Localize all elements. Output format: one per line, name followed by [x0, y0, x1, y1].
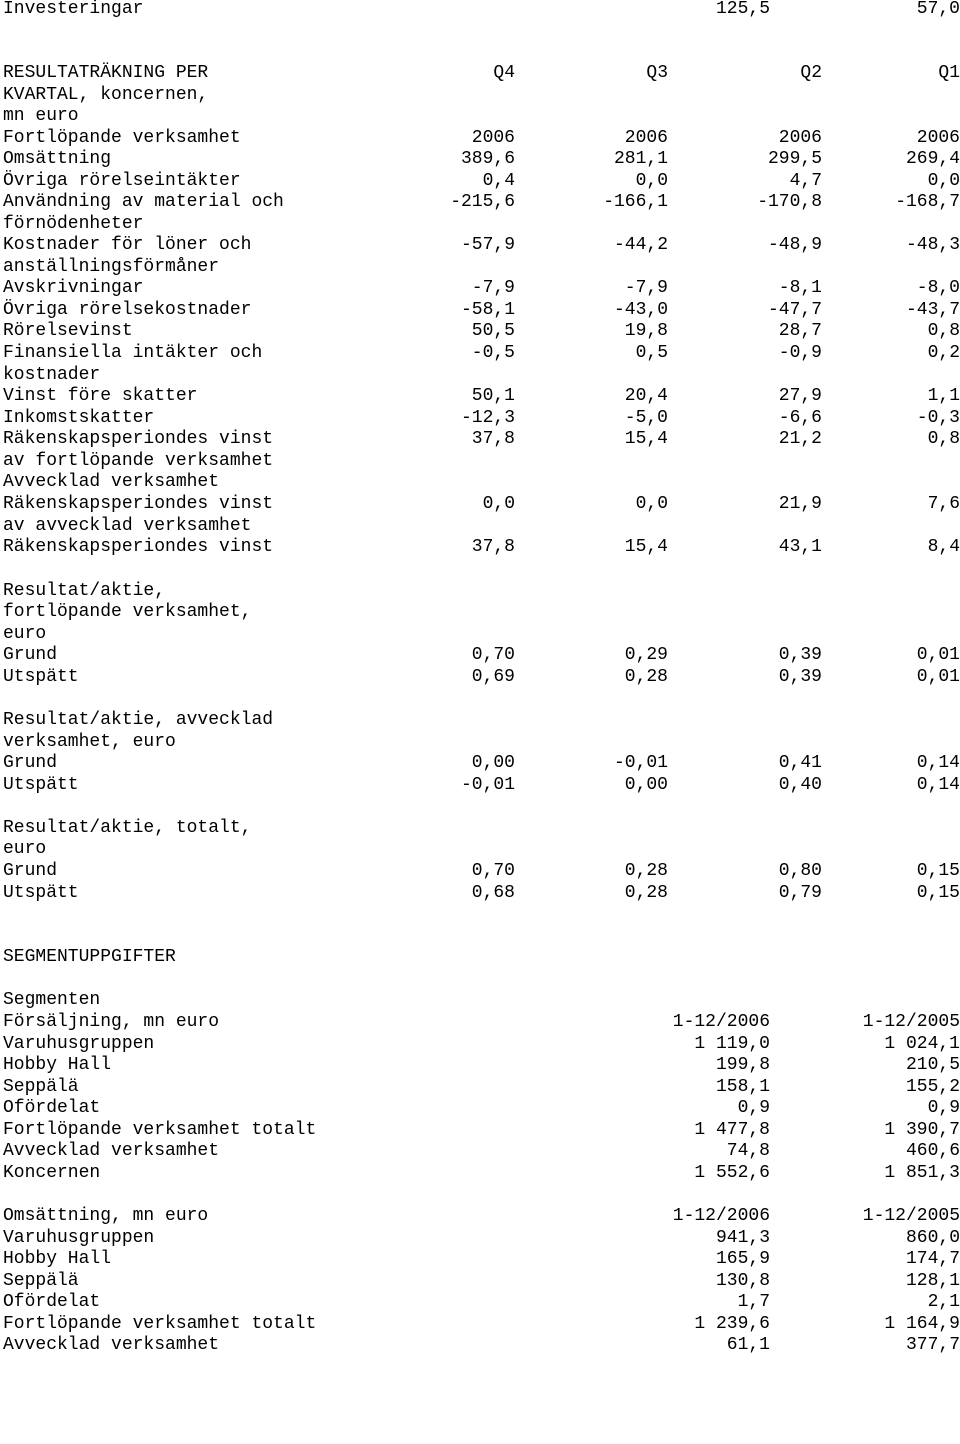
row-label: Varuhusgruppen	[3, 1034, 155, 1054]
eps-title-row	[0, 709, 960, 731]
eps-row	[0, 860, 960, 882]
cell-q2: 21,2	[778, 429, 822, 449]
eps-title: Resultat/aktie, totalt,	[3, 818, 252, 838]
segment-row	[0, 1313, 960, 1335]
row-label: Hobby Hall	[3, 1249, 112, 1269]
income-row-continuation	[0, 450, 960, 472]
segment-row	[0, 1140, 960, 1162]
segment-row	[0, 1248, 960, 1270]
cell-q4: 0,70	[471, 861, 515, 881]
row-label: Grund	[3, 645, 58, 665]
row-label: Seppälä	[3, 1271, 79, 1291]
cell-q3: 281,1	[613, 149, 668, 169]
segment-row	[0, 1076, 960, 1098]
row-label: Finansiella intäkter och	[3, 343, 263, 363]
row-label: Seppälä	[3, 1077, 79, 1097]
segment-table-header	[0, 1205, 960, 1227]
segment-row	[0, 1334, 960, 1356]
cell-q1: -8,0	[916, 278, 960, 298]
segment-table-header	[0, 1011, 960, 1033]
cell-2005: 2,1	[927, 1292, 960, 1312]
cell-2005: 1 024,1	[884, 1034, 960, 1054]
cell-2006: 1 239,6	[694, 1314, 770, 1334]
cell-q2: 0,40	[778, 775, 822, 795]
income-title: mn euro	[3, 106, 79, 126]
cell-q1: 0,14	[916, 753, 960, 773]
eps-title: fortlöpande verksamhet,	[3, 602, 252, 622]
cell-q3: 0,29	[624, 645, 668, 665]
income-row	[0, 234, 960, 256]
cell-q4: -215,6	[450, 192, 515, 212]
row-label: kostnader	[3, 365, 101, 385]
income-row	[0, 170, 960, 192]
row-label: anställningsförmåner	[3, 257, 220, 277]
row-label: Vinst före skatter	[3, 386, 198, 406]
row-label: Inkomstskatter	[3, 408, 155, 428]
segments-subheading-row	[0, 989, 960, 1011]
cell-2006: 130,8	[715, 1271, 770, 1291]
cell-2005: 1 164,9	[884, 1314, 960, 1334]
cell-q4: -7,9	[471, 278, 515, 298]
segment-row	[0, 1097, 960, 1119]
cell-q3: 19,8	[624, 321, 668, 341]
income-row	[0, 493, 960, 515]
row-label: Rörelsevinst	[3, 321, 133, 341]
cell-2006: 158,1	[715, 1077, 770, 1097]
column-header: 1-12/2005	[862, 1012, 960, 1032]
cell-q2: 27,9	[778, 386, 822, 406]
cell-q3: -43,0	[613, 300, 668, 320]
row-label: Avskrivningar	[3, 278, 144, 298]
cell-q4: 50,1	[471, 386, 515, 406]
cell-q4: 0,4	[482, 171, 515, 191]
eps-title-row	[0, 601, 960, 623]
cell-q1: 0,2	[927, 343, 960, 363]
row-label: Utspätt	[3, 883, 79, 903]
row-label: Utspätt	[3, 667, 79, 687]
eps-row	[0, 644, 960, 666]
discontinued-label: Avvecklad verksamhet	[3, 472, 220, 492]
eps-title-row	[0, 580, 960, 602]
cell-q1: 269,4	[905, 149, 960, 169]
cell-q2: 0,39	[778, 667, 822, 687]
income-row	[0, 407, 960, 429]
cell-q4: 0,0	[482, 494, 515, 514]
eps-row	[0, 774, 960, 796]
cell-q3: 20,4	[624, 386, 668, 406]
year-header: 2006	[778, 128, 822, 148]
income-row	[0, 320, 960, 342]
cell-2005: 860,0	[905, 1228, 960, 1248]
cell-q1: 0,14	[916, 775, 960, 795]
cell-q2: 43,1	[778, 537, 822, 557]
quarter-header: Q1	[938, 63, 960, 83]
cell-q1: 7,6	[927, 494, 960, 514]
row-label: Övriga rörelseintäkter	[3, 171, 241, 191]
cell-q2: 0,39	[778, 645, 822, 665]
investments-row	[0, 0, 960, 20]
cell-q3: 0,28	[624, 667, 668, 687]
cell-q3: 0,00	[624, 775, 668, 795]
cell-2005: 377,7	[905, 1335, 960, 1355]
cell-2006: 0,9	[737, 1098, 770, 1118]
discontinued-header-row	[0, 471, 960, 493]
cell-2005: 1 390,7	[884, 1120, 960, 1140]
cell-2006: 61,1	[726, 1335, 770, 1355]
segment-row	[0, 1270, 960, 1292]
cell-q4: -0,01	[460, 775, 515, 795]
cell-q1: 0,01	[916, 645, 960, 665]
eps-title-row	[0, 838, 960, 860]
eps-title: euro	[3, 624, 47, 644]
cell-2005: 1 851,3	[884, 1163, 960, 1183]
cell-2006: 199,8	[715, 1055, 770, 1075]
cell-q1: 0,15	[916, 883, 960, 903]
table-title: Omsättning, mn euro	[3, 1206, 209, 1226]
cell-q4: 0,70	[471, 645, 515, 665]
cell-q4: -57,9	[460, 235, 515, 255]
cell-q3: 15,4	[624, 429, 668, 449]
row-label: Avvecklad verksamhet	[3, 1335, 220, 1355]
eps-row	[0, 666, 960, 688]
eps-row	[0, 882, 960, 904]
cell-q2: -47,7	[767, 300, 822, 320]
quarter-header: Q3	[646, 63, 668, 83]
income-row	[0, 299, 960, 321]
income-title: KVARTAL, koncernen,	[3, 85, 209, 105]
income-title-row	[0, 84, 960, 106]
cell-q2: -6,6	[778, 408, 822, 428]
cell-q4: 37,8	[471, 537, 515, 557]
cell-q4: 389,6	[460, 149, 515, 169]
eps-row	[0, 752, 960, 774]
cell-q1: 0,0	[927, 171, 960, 191]
eps-title-row	[0, 731, 960, 753]
row-label: av avvecklad verksamhet	[3, 516, 252, 536]
cell-q2: 21,9	[778, 494, 822, 514]
cell-q3: -0,01	[613, 753, 668, 773]
eps-title: Resultat/aktie, avvecklad	[3, 710, 274, 730]
investments-value-2005: 57,0	[916, 0, 960, 19]
cell-q2: 4,7	[789, 171, 822, 191]
cell-2006: 74,8	[726, 1141, 770, 1161]
row-label: Omsättning	[3, 149, 112, 169]
cell-q4: -12,3	[460, 408, 515, 428]
cell-q3: -5,0	[624, 408, 668, 428]
cell-q2: -48,9	[767, 235, 822, 255]
eps-title: Resultat/aktie,	[3, 581, 166, 601]
income-row	[0, 191, 960, 213]
quarter-header: Q4	[493, 63, 515, 83]
cell-q1: -168,7	[895, 192, 960, 212]
cell-2006: 1,7	[737, 1292, 770, 1312]
cell-q4: 37,8	[471, 429, 515, 449]
income-title-row	[0, 62, 960, 84]
year-header: 2006	[624, 128, 668, 148]
cell-q3: 15,4	[624, 537, 668, 557]
segment-row	[0, 1162, 960, 1184]
row-label: Hobby Hall	[3, 1055, 112, 1075]
income-row	[0, 385, 960, 407]
cell-q3: 0,28	[624, 883, 668, 903]
segments-heading-row	[0, 946, 960, 968]
row-label: Kostnader för löner och	[3, 235, 252, 255]
segment-row	[0, 1033, 960, 1055]
row-label: Räkenskapsperiondes vinst	[3, 429, 274, 449]
cell-q3: 0,0	[635, 494, 668, 514]
segment-row	[0, 1054, 960, 1076]
cell-q2: 0,80	[778, 861, 822, 881]
cell-2006: 1 119,0	[694, 1034, 770, 1054]
row-label: Grund	[3, 861, 58, 881]
row-label: Räkenskapsperiondes vinst	[3, 537, 274, 557]
eps-title-row	[0, 817, 960, 839]
row-label: Fortlöpande verksamhet totalt	[3, 1120, 317, 1140]
segment-row	[0, 1119, 960, 1141]
cell-q3: 0,0	[635, 171, 668, 191]
cell-q1: -43,7	[905, 300, 960, 320]
cell-q1: 8,4	[927, 537, 960, 557]
cell-q3: -7,9	[624, 278, 668, 298]
income-row-continuation	[0, 256, 960, 278]
cell-q2: -8,1	[778, 278, 822, 298]
cell-q1: 0,8	[927, 321, 960, 341]
continuing-header-row	[0, 127, 960, 149]
cell-q2: 0,41	[778, 753, 822, 773]
row-label: Koncernen	[3, 1163, 101, 1183]
cell-q3: 0,28	[624, 861, 668, 881]
row-label: Ofördelat	[3, 1098, 101, 1118]
year-header: 2006	[471, 128, 515, 148]
cell-q3: 0,5	[635, 343, 668, 363]
eps-title: verksamhet, euro	[3, 732, 176, 752]
income-row-total	[0, 536, 960, 558]
year-header: 2006	[916, 128, 960, 148]
income-row-continuation	[0, 515, 960, 537]
row-label: Grund	[3, 753, 58, 773]
cell-q1: 0,01	[916, 667, 960, 687]
cell-2005: 460,6	[905, 1141, 960, 1161]
cell-q1: 0,15	[916, 861, 960, 881]
row-label: förnödenheter	[3, 214, 144, 234]
quarter-header: Q2	[800, 63, 822, 83]
table-title: Försäljning, mn euro	[3, 1012, 220, 1032]
cell-2005: 174,7	[905, 1249, 960, 1269]
income-title-row	[0, 105, 960, 127]
investments-label: Investeringar	[3, 0, 144, 19]
row-label: av fortlöpande verksamhet	[3, 451, 274, 471]
cell-q3: -166,1	[603, 192, 668, 212]
cell-q1: -0,3	[916, 408, 960, 428]
column-header: 1-12/2006	[672, 1012, 770, 1032]
cell-2005: 0,9	[927, 1098, 960, 1118]
cell-q4: 50,5	[471, 321, 515, 341]
cell-q2: 28,7	[778, 321, 822, 341]
cell-2006: 1 552,6	[694, 1163, 770, 1183]
income-row	[0, 148, 960, 170]
income-row	[0, 277, 960, 299]
cell-2006: 1 477,8	[694, 1120, 770, 1140]
investments-value-2006: 125,5	[715, 0, 770, 19]
cell-q4: 0,00	[471, 753, 515, 773]
income-row	[0, 342, 960, 364]
column-header: 1-12/2006	[672, 1206, 770, 1226]
row-label: Övriga rörelsekostnader	[3, 300, 252, 320]
cell-q1: 1,1	[927, 386, 960, 406]
row-label: Avvecklad verksamhet	[3, 1141, 220, 1161]
cell-q4: -58,1	[460, 300, 515, 320]
cell-2006: 941,3	[715, 1228, 770, 1248]
eps-title-row	[0, 623, 960, 645]
row-label: Utspätt	[3, 775, 79, 795]
segments-heading: SEGMENTUPPGIFTER	[3, 947, 176, 967]
eps-title: euro	[3, 839, 47, 859]
income-title: RESULTATRÄKNING PER	[3, 63, 209, 83]
cell-q4: 0,68	[471, 883, 515, 903]
cell-q2: -170,8	[757, 192, 822, 212]
cell-q3: -44,2	[613, 235, 668, 255]
continuing-label: Fortlöpande verksamhet	[3, 128, 241, 148]
income-row-continuation	[0, 213, 960, 235]
cell-2005: 210,5	[905, 1055, 960, 1075]
cell-2006: 165,9	[715, 1249, 770, 1269]
income-row-continuation	[0, 364, 960, 386]
cell-q4: 0,69	[471, 667, 515, 687]
income-row	[0, 428, 960, 450]
cell-q2: 0,79	[778, 883, 822, 903]
cell-q2: 299,5	[767, 149, 822, 169]
cell-q2: -0,9	[778, 343, 822, 363]
row-label: Varuhusgruppen	[3, 1228, 155, 1248]
cell-2005: 155,2	[905, 1077, 960, 1097]
cell-q1: -48,3	[905, 235, 960, 255]
cell-q4: -0,5	[471, 343, 515, 363]
row-label: Räkenskapsperiondes vinst	[3, 494, 274, 514]
row-label: Fortlöpande verksamhet totalt	[3, 1314, 317, 1334]
segment-row	[0, 1227, 960, 1249]
column-header: 1-12/2005	[862, 1206, 960, 1226]
cell-q1: 0,8	[927, 429, 960, 449]
segments-subheading: Segmenten	[3, 990, 101, 1010]
segment-row	[0, 1291, 960, 1313]
row-label: Användning av material och	[3, 192, 284, 212]
row-label: Ofördelat	[3, 1292, 101, 1312]
cell-2005: 128,1	[905, 1271, 960, 1291]
